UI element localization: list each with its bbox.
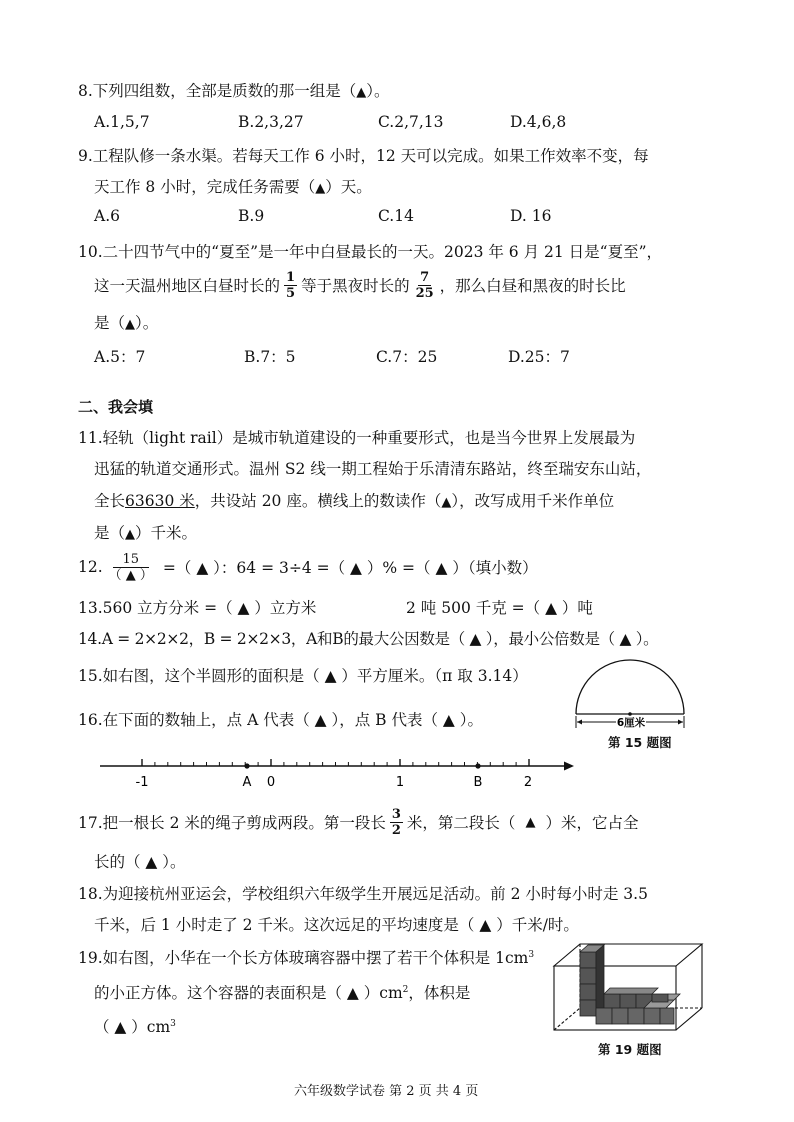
q18-line2: 千米，后 1 小时走了 2 千米。这次远足的平均速度是（ ▲ ）千米/时。 <box>94 916 579 934</box>
q10-option-b: B.7：5 <box>244 348 296 366</box>
q10-line1: 10.二十四节气中的“夏至”是一年中白昼最长的一天。2023 年 6 月 21 日是“夏至”， <box>78 243 663 261</box>
label-minus-one: -1 <box>135 775 149 790</box>
point-a-dot <box>244 763 249 768</box>
q9-option-b: B.9 <box>238 207 265 225</box>
q8-stem: 8.下列四组数，全部是质数的那一组是（▲）。 <box>78 82 390 100</box>
point-b-dot <box>475 763 480 768</box>
number-line <box>90 752 590 792</box>
small-cubes <box>580 945 680 1024</box>
fraction-7-25: $\frac{7}{25}$ <box>415 269 434 301</box>
number-line-ticks <box>142 759 529 766</box>
q8-option-a: A.1,5,7 <box>94 113 150 131</box>
q8-option-d: D.4,6,8 <box>510 113 567 131</box>
q12-fraction: $\frac{15}{( ▲ )}$ <box>108 551 153 583</box>
label-two: 2 <box>523 775 533 790</box>
q10-option-d: D.25：7 <box>508 348 570 366</box>
q9-line1: 9.工程队修一条水渠。若每天工作 6 小时，12 天可以完成。如果工作效率不变，每 <box>78 147 649 165</box>
q9-option-c: C.14 <box>378 207 414 225</box>
semicircle-dimension-label: 6厘米 <box>616 717 646 729</box>
q8-option-c: C.2,7,13 <box>378 113 444 131</box>
q19-line3: （ ▲ ）$cm^3$ <box>94 1018 176 1036</box>
q18-line1: 18.为迎接杭州亚运会，学校组织六年级学生开展远足活动。前 2 小时每小时走 3.5 <box>78 885 648 903</box>
q15-caption: 第 15 题图 <box>608 735 672 750</box>
q10-line3: 是（▲）。 <box>94 314 159 332</box>
label-one: 1 <box>395 775 405 790</box>
q10-line2: 这一天温州地区白昼时长的 $\frac{1}{5}$ 等于黑夜时长的 $\frac{7}{25}$ ，那么白昼和黑夜的时长比 <box>94 269 626 301</box>
q10-option-a: A.5：7 <box>94 348 146 366</box>
q12-line: 12. $\frac{15}{( ▲ )}$ =（ ▲ ）：64 = 3÷4 =（ ▲ ）% =（ ▲ ）（填小数） <box>78 551 538 583</box>
glass-container-figure <box>548 938 708 1038</box>
q13-part1: 13.560 立方分米 =（ ▲ ）立方米 <box>78 599 317 617</box>
q11-line3: 全长63630 米，共设站 20 座。横线上的数读作（▲），改写成用千米作单位 <box>94 492 615 510</box>
q19-line2: 的小正方体。这个容器的表面积是（ ▲ ）$cm^2$，体积是 <box>94 984 471 1002</box>
page-footer: 六年级数学试卷 第 2 页 共 4 页 <box>294 1084 479 1099</box>
q17-line2: 长的（ ▲ ）。 <box>94 853 186 871</box>
q9-option-d: D. 16 <box>510 207 552 225</box>
fraction-1-5: $\frac{1}{5}$ <box>286 269 296 301</box>
q9-line2: 天工作 8 小时，完成任务需要（▲）天。 <box>94 178 372 196</box>
q11-line2: 迅猛的轨道交通形式。温州 S2 线一期工程始于乐清清东路站，终至瑞安东山站， <box>94 460 652 478</box>
q9-option-a: A.6 <box>94 207 120 225</box>
q16-line: 16.在下面的数轴上，点 A 代表（ ▲ ），点 B 代表（ ▲ ）。 <box>78 711 483 729</box>
q19-caption: 第 19 题图 <box>598 1042 662 1057</box>
q15-line: 15.如右图，这个半圆形的面积是（ ▲ ）平方厘米。（π 取 3.14） <box>78 667 528 685</box>
q19-line1: 19.如右图，小华在一个长方体玻璃容器中摆了若干个体积是 $1cm^3$ <box>78 949 535 967</box>
label-b: B <box>473 775 483 790</box>
q17-line1: 17.把一根长 2 米的绳子剪成两段。第一段长 $\frac{3}{2}$ 米，第二段长（ ▲ ）米，它占全 <box>78 806 639 838</box>
label-zero: 0 <box>266 775 276 790</box>
q11-line4: 是（▲）千米。 <box>94 524 198 542</box>
q13-part2: 2 吨 500 千克 =（ ▲ ）吨 <box>406 599 593 617</box>
section-heading: 二、我会填 <box>78 398 154 416</box>
q10-option-c: C.7：25 <box>376 348 438 366</box>
q14-line: 14.A = 2×2×2，B = 2×2×3，A和B的最大公因数是（ ▲ ），最小公倍数是（ ▲ ）。 <box>78 630 659 648</box>
q8-option-b: B.2,3,27 <box>238 113 304 131</box>
label-a: A <box>242 775 252 790</box>
fraction-3-2: $\frac{3}{2}$ <box>391 806 401 838</box>
q11-underlined-number: 63630 米 <box>125 492 195 510</box>
q11-line1: 11.轻轨（light rail）是城市轨道建设的一种重要形式，也是当今世界上发展最为 <box>78 429 636 447</box>
